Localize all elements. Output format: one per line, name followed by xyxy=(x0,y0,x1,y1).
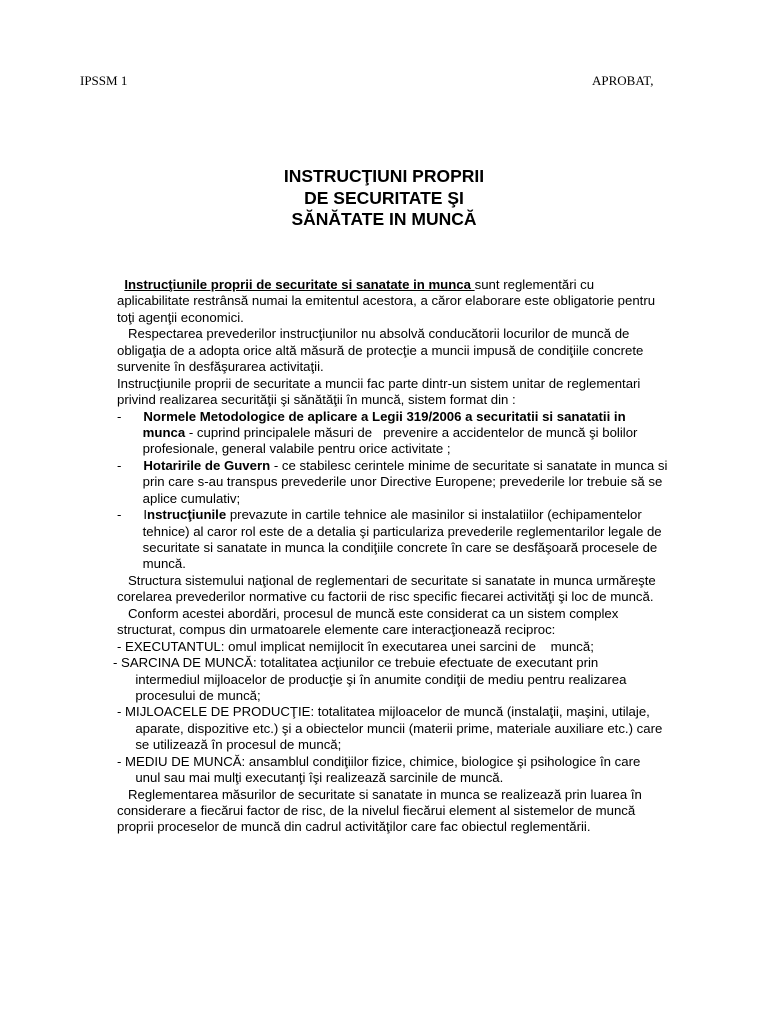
text-span: structurat, compus din urmatoarele elemente care interacţionează reciproc: xyxy=(117,622,556,638)
text-line xyxy=(117,326,757,342)
text-line xyxy=(117,293,757,309)
text-line xyxy=(117,803,757,819)
text-span: prevazute in cartile tehnice ale masinilor si instalatiilor (echipamentelor xyxy=(226,507,642,523)
text-span: procesului de muncă; xyxy=(117,687,261,703)
text-line xyxy=(117,540,757,556)
body-text xyxy=(113,277,757,836)
text-line xyxy=(117,425,757,441)
text-span: privind realizarea securităţii şi sănătăţii în muncă, sistem format din : xyxy=(117,392,516,408)
text-span: - xyxy=(117,408,144,424)
text-line xyxy=(117,441,757,457)
text-line xyxy=(117,672,757,688)
text-span: - ce stabilesc cerintele minime de securitate si sanatate in munca si xyxy=(270,457,668,473)
text-line xyxy=(117,507,757,523)
text-line xyxy=(113,655,757,671)
text-span: - I xyxy=(117,507,148,523)
text-span: Instrucţiunile proprii de securitate a muncii fac parte dintr-un sistem unitar de reglementari xyxy=(117,375,641,391)
emphasized-text: munca xyxy=(142,424,186,440)
text-span: - MEDIU DE MUNCĂ: ansamblul condiţiilor fizice, chimice, biologice şi psihologice în care xyxy=(117,753,641,769)
document-title xyxy=(0,166,768,231)
text-span: profesionale, general valabile pentru orice activitate ; xyxy=(117,441,451,457)
text-span: aplice cumulativ; xyxy=(117,490,241,506)
text-line xyxy=(117,310,757,326)
text-span xyxy=(117,425,143,440)
text-span: - cuprind principalele măsuri de prevenire a accidentelor de muncă şi bolilor xyxy=(185,424,638,440)
text-line xyxy=(117,721,757,737)
text-line xyxy=(117,589,757,605)
text-span: aplicabilitate restrânsă numai la emitentul acestora, a căror elaborare este obligatorie pentru xyxy=(117,293,656,309)
text-line xyxy=(117,573,757,589)
text-span: toţi agenţii economici. xyxy=(117,309,244,325)
emphasized-text: Normele Metodologice de aplicare a Legii 319/2006 a securitatii si sanatatii in xyxy=(143,408,626,424)
text-span: proprii proceselor de muncă din cadrul activităţilor care fac obiectul reglementării. xyxy=(117,819,591,835)
document-code: IPSSM 1 xyxy=(80,73,128,88)
text-span: survenite în desfăşurarea activitaţii. xyxy=(117,359,324,375)
text-span: securitate si sanatate in munca la condiţiile concrete în care se desfăşoară procesele de xyxy=(117,540,658,555)
text-span: aparate, dispozitive etc.) şi a obiectelor muncii (materii prime, materiale auxiliare etc.) care xyxy=(117,720,663,736)
text-span: - xyxy=(117,457,144,473)
text-line xyxy=(117,359,757,375)
text-line xyxy=(117,787,757,803)
text-line xyxy=(117,474,757,490)
text-span: Respectarea prevederilor instrucţiunilor nu absolvă conducătorii locurilor de muncă de xyxy=(117,326,630,342)
text-span: tehnice) al caror rol este de a detalia şi particulariza prevederile reglementarilor legale de xyxy=(117,523,662,539)
text-span: considerare a fiecărui factor de risc, de la nivelul fiecărui element al sistemelor de muncă xyxy=(117,803,636,818)
text-span: Reglementarea măsurilor de securitate si sanatate in munca se realizează prin luarea în xyxy=(117,786,642,802)
text-line xyxy=(117,524,757,540)
text-line xyxy=(117,277,757,293)
text-line xyxy=(117,688,757,704)
approval-label: APROBAT, xyxy=(592,73,654,88)
text-span: obligaţia de a adopta orice altă măsură de protecţie a muncii impusă de condiţiile concrete xyxy=(117,342,644,358)
text-span: unul sau mai mulţi executanţi îşi realizează sarcinile de muncă. xyxy=(117,770,504,786)
text-line xyxy=(117,491,757,507)
text-span: se utilizează în procesul de muncă; xyxy=(117,737,342,753)
text-line xyxy=(117,622,757,638)
text-line xyxy=(117,819,757,835)
text-line xyxy=(117,737,757,753)
text-span: Structura sistemului naţional de reglementari de securitate si sanatate in munca urmăreşte xyxy=(117,572,656,588)
text-line xyxy=(117,343,757,359)
title-line: INSTRUCŢIUNI PROPRII xyxy=(283,166,485,186)
emphasized-text: Instrucţiunile proprii de securitate si sanatate in munca xyxy=(124,277,475,292)
text-span: muncă. xyxy=(117,556,186,572)
text-span: Conform acestei abordări, procesul de muncă este considerat ca un sistem complex xyxy=(117,605,619,621)
text-span: sunt reglementări cu xyxy=(474,277,595,292)
emphasized-text: nstrucţiunile xyxy=(147,507,227,523)
text-line xyxy=(117,458,757,474)
text-span: - SARCINA DE MUNCĂ: totalitatea acţiunilor ce trebuie efectuate de executant prin xyxy=(113,655,599,671)
text-span: intermediul mijloacelor de producţie şi în anumite condiţii de mediu pentru realizarea xyxy=(117,671,627,687)
text-span: - MIJLOACELE DE PRODUCŢIE: totalitatea mijloacelor de muncă (instalaţii, maşini, utilaje, xyxy=(117,704,650,720)
emphasized-text: Hotaririle de Guvern xyxy=(143,457,271,473)
text-line xyxy=(117,704,757,720)
text-span: prin care s-au transpus prevederile unor Directive Europene; prevederile lor trebuie să se xyxy=(117,474,663,490)
text-line xyxy=(117,639,757,655)
text-span: - EXECUTANTUL: omul implicat nemijlocit în executarea unei sarcini de muncă; xyxy=(117,638,594,654)
title-line: SĂNĂTATE IN MUNCĂ xyxy=(291,209,477,229)
text-span: corelarea prevederilor normative cu factorii de risc specific fiecarei activităţi şi loc de muncă. xyxy=(117,589,654,605)
text-line xyxy=(117,556,757,572)
text-line xyxy=(117,409,757,425)
text-line xyxy=(117,606,757,622)
title-line: DE SECURITATE ŞI xyxy=(304,187,464,208)
text-line xyxy=(117,754,757,770)
text-line xyxy=(117,376,757,392)
text-line xyxy=(117,770,757,786)
text-line xyxy=(117,392,757,408)
